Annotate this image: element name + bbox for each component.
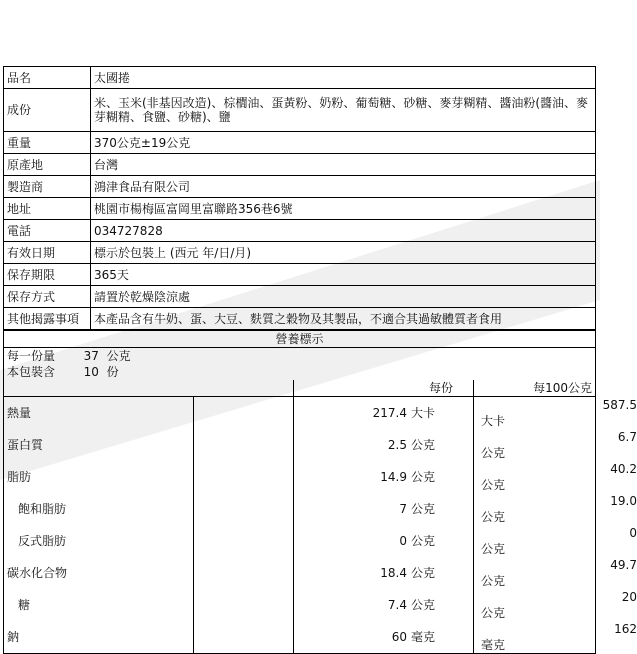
info-row bbox=[4, 132, 596, 154]
nutrition-row bbox=[4, 621, 596, 654]
per-100g-cell bbox=[474, 397, 637, 430]
per-serving-unit: 公克 bbox=[411, 438, 436, 452]
per-100g-value: 20 bbox=[621, 590, 637, 604]
nutrient-name: 鈉 bbox=[4, 621, 194, 654]
nutrition-row bbox=[4, 557, 596, 589]
nutrient-spacer bbox=[194, 429, 294, 461]
info-value: 米、玉米(非基因改造)、棕櫚油、蛋黃粉、奶粉、葡萄糖、砂糖、麥芽糊精、醬油粉(醬油、麥芽糊精、食鹽、砂糖)、鹽 bbox=[91, 89, 596, 132]
per-100g-value: 19.0 bbox=[610, 494, 637, 508]
info-row bbox=[4, 67, 596, 89]
info-label: 電話 bbox=[4, 220, 91, 242]
per-serving-unit: 公克 bbox=[411, 534, 436, 548]
per-serving-value: 217.4 bbox=[372, 406, 407, 420]
serving-size-value: 37 bbox=[83, 349, 99, 363]
info-label: 成份 bbox=[4, 89, 91, 132]
info-value: 鴻津食品有限公司 bbox=[91, 176, 596, 198]
per-serving-value: 7 bbox=[399, 502, 407, 516]
info-value: 桃園市楊梅區富岡里富聯路356巷6號 bbox=[91, 198, 596, 220]
per-serving-cell bbox=[294, 557, 474, 589]
per-100g-unit: 公克 bbox=[481, 606, 506, 620]
info-label: 其他揭露事項 bbox=[4, 308, 91, 330]
per-100g-cell bbox=[474, 557, 637, 589]
nutrient-spacer bbox=[194, 621, 294, 654]
per-100g-value: 6.7 bbox=[617, 430, 637, 444]
nutrient-name: 蛋白質 bbox=[4, 429, 194, 461]
per-100g-cell bbox=[474, 493, 637, 525]
nutrition-table bbox=[3, 330, 637, 654]
per-serving-cell bbox=[294, 589, 474, 621]
per-serving-value: 2.5 bbox=[387, 438, 407, 452]
nutrient-spacer bbox=[194, 461, 294, 493]
nutrient-name: 碳水化合物 bbox=[4, 557, 194, 589]
nutrition-row bbox=[4, 461, 596, 493]
info-value: 370公克±19公克 bbox=[91, 132, 596, 154]
nutrient-spacer bbox=[194, 557, 294, 589]
header-spacer bbox=[4, 380, 294, 397]
info-row bbox=[4, 264, 596, 286]
per-serving-value: 7.4 bbox=[387, 598, 407, 612]
per-serving-unit: 公克 bbox=[411, 470, 436, 484]
per-100g-unit: 毫克 bbox=[481, 638, 506, 652]
info-value: 請置於乾燥陰涼處 bbox=[91, 286, 596, 308]
info-value: 台灣 bbox=[91, 154, 596, 176]
info-row bbox=[4, 308, 596, 330]
per-serving-unit: 公克 bbox=[411, 502, 436, 516]
per-serving-value: 0 bbox=[399, 534, 407, 548]
nutrient-spacer bbox=[194, 397, 294, 430]
nutrition-row bbox=[4, 493, 596, 525]
per-100g-value: 162 bbox=[614, 622, 637, 636]
info-label: 保存期限 bbox=[4, 264, 91, 286]
per-100g-cell bbox=[474, 589, 637, 621]
per-100g-value: 40.2 bbox=[610, 462, 637, 476]
info-row bbox=[4, 286, 596, 308]
per-serving-cell bbox=[294, 493, 474, 525]
info-label: 原產地 bbox=[4, 154, 91, 176]
per-serving-value: 14.9 bbox=[380, 470, 407, 484]
info-value: 本產品含有牛奶、蛋、大豆、麩質之穀物及其製品，不適合其過敏體質者食用 bbox=[91, 308, 596, 330]
info-value: 太國捲 bbox=[91, 67, 596, 89]
info-row bbox=[4, 154, 596, 176]
per-serving-value: 60 bbox=[391, 630, 407, 644]
nutrient-spacer bbox=[194, 493, 294, 525]
nutrient-spacer bbox=[194, 589, 294, 621]
info-label: 地址 bbox=[4, 198, 91, 220]
per-serving-unit: 公克 bbox=[411, 598, 436, 612]
per-100g-value: 49.7 bbox=[610, 558, 637, 572]
info-row bbox=[4, 242, 596, 264]
per-100g-value: 0 bbox=[629, 526, 637, 540]
per-serving-cell bbox=[294, 397, 474, 430]
nutrition-row bbox=[4, 589, 596, 621]
nutrition-row bbox=[4, 397, 596, 430]
per-100g-cell bbox=[474, 621, 637, 654]
per-100g-unit: 公克 bbox=[481, 510, 506, 524]
per-serving-cell bbox=[294, 461, 474, 493]
per-100g-cell bbox=[474, 525, 637, 557]
info-label: 品名 bbox=[4, 67, 91, 89]
info-row bbox=[4, 89, 596, 132]
per-100g-cell bbox=[474, 461, 637, 493]
per-100g-unit: 公克 bbox=[481, 446, 506, 460]
nutrition-row bbox=[4, 525, 596, 557]
per-serving-cell bbox=[294, 621, 474, 654]
info-label: 有效日期 bbox=[4, 242, 91, 264]
nutrient-name: 脂肪 bbox=[4, 461, 194, 493]
per-serving-cell bbox=[294, 525, 474, 557]
nutrition-title: 營養標示 bbox=[4, 331, 596, 348]
per-100g-unit: 公克 bbox=[481, 478, 506, 492]
per-100g-unit: 大卡 bbox=[481, 414, 506, 428]
serving-size-row bbox=[4, 348, 596, 365]
per-serving-cell bbox=[294, 429, 474, 461]
per-100g-unit: 公克 bbox=[481, 542, 506, 556]
info-row bbox=[4, 198, 596, 220]
servings-value: 10 bbox=[83, 365, 99, 379]
per-100g-value: 587.5 bbox=[602, 398, 637, 412]
col-per-100g: 每100公克 bbox=[474, 380, 596, 397]
nutrient-name: 熱量 bbox=[4, 397, 194, 430]
info-label: 重量 bbox=[4, 132, 91, 154]
product-label bbox=[3, 66, 637, 654]
nutrient-name: 糖 bbox=[4, 589, 194, 621]
info-value: 034727828 bbox=[91, 220, 596, 242]
per-100g-cell bbox=[474, 429, 637, 461]
servings-row bbox=[4, 364, 596, 380]
info-label: 保存方式 bbox=[4, 286, 91, 308]
info-row bbox=[4, 220, 596, 242]
nutrient-name: 反式脂肪 bbox=[4, 525, 194, 557]
nutrient-name: 飽和脂肪 bbox=[4, 493, 194, 525]
product-info-table bbox=[3, 66, 596, 330]
serving-size-label: 每一份量 bbox=[7, 349, 56, 363]
nutrition-row bbox=[4, 429, 596, 461]
per-serving-unit: 大卡 bbox=[411, 406, 436, 420]
info-value: 365天 bbox=[91, 264, 596, 286]
per-serving-unit: 公克 bbox=[411, 566, 436, 580]
per-serving-unit: 毫克 bbox=[411, 630, 436, 644]
servings-unit: 份 bbox=[106, 365, 119, 379]
serving-size-unit: 公克 bbox=[106, 349, 131, 363]
info-value: 標示於包裝上 (西元 年/日/月) bbox=[91, 242, 596, 264]
nutrient-spacer bbox=[194, 525, 294, 557]
servings-label: 本包裝含 bbox=[7, 365, 56, 379]
info-row bbox=[4, 176, 596, 198]
col-per-serving: 每份 bbox=[294, 380, 474, 397]
per-100g-unit: 公克 bbox=[481, 574, 506, 588]
per-serving-value: 18.4 bbox=[380, 566, 407, 580]
info-label: 製造商 bbox=[4, 176, 91, 198]
